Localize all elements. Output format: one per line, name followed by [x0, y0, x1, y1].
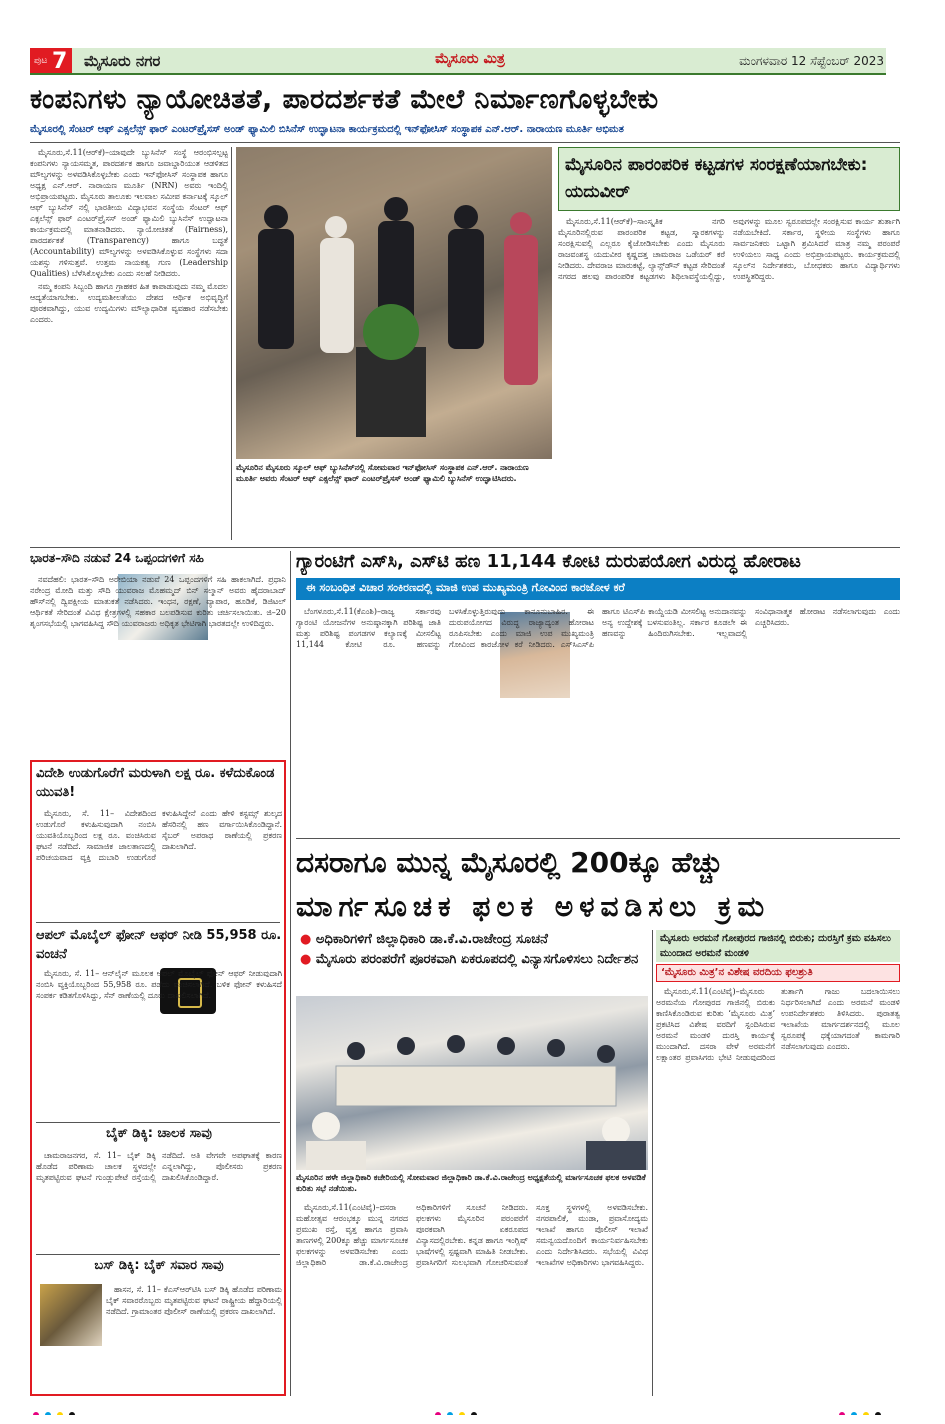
footer-color-dots-center: [432, 1403, 512, 1415]
dasara-body: [296, 1202, 648, 1396]
color-dot: [459, 1412, 465, 1415]
bus-paragraph: ಹಾಸನ, ಸೆ. 11– ಕೆಎಸ್‌ಆರ್‌ಟಿಸಿ ಬಸ್ ಡಿಕ್ಕಿ ಹೊಡೆದ ಪರಿಣಾಮ ಬೈಕ್ ಸವಾರರೊಬ್ಬರು ಮೃತಪಟ್ಟಿರುವ ಘಟನೆ ರಾಷ್ಟ್ರೀಯ ಹೆದ್ದಾರಿಯಲ್ಲಿ ನಡೆದಿದೆ. ಗ್ರಾಮಾಂತರ ಪೊಲೀಸ್ ಠಾಣೆಯಲ್ಲಿ ಪ್ರಕರಣ ದಾಖಲಾಗಿದೆ.: [106, 1285, 282, 1316]
footer-color-dots-right: [836, 1403, 916, 1415]
palace-headline-box: [656, 930, 900, 962]
palace-headline: ಮೈಸೂರು ಅರಮನೆ ಗೋಪುರದ ಗಾಜಿನಲ್ಲಿ ಬಿರುಕು; ದುರಸ್ತಿಗೆ ಕ್ರಮ ವಹಿಸಲು ಮುಂದಾದ ಅರಮನೆ ಮಂಡಳಿ: [660, 933, 891, 959]
saudi-paragraph: ನವದೆಹಲಿ: ಭಾರತ–ಸೌದಿ ಅರೇಬಿಯಾ ನಡುವೆ 24 ಒಪ್ಪಂದಗಳಿಗೆ ಸಹಿ ಹಾಕಲಾಗಿದೆ. ಪ್ರಧಾನಿ ನರೇಂದ್ರ ಮೋದಿ ಮತ್ತು ಸೌದಿ ಯುವರಾಜ ಮೊಹಮ್ಮದ್ ಬಿನ್ ಸಲ್ಮಾನ್ ಅವರು ಹೈದರಾಬಾದ್ ಹೌಸ್‌ನಲ್ಲಿ ದ್ವಿಪಕ್ಷೀಯ ಮಾತುಕತೆ ನಡೆಸಿದರು. ಇಂಧನ, ರಕ್ಷಣೆ, ವ್ಯಾಪಾರ, ಹೂಡಿಕೆ, ಡಿಜಿಟಲ್ ಆರ್ಥಿಕತೆ ಸೇರಿದಂತೆ ವಿವಿಧ ಕ್ಷೇತ್ರಗಳಲ್ಲಿ ಸಹಕಾರ ಬಲಪಡಿಸುವ ಕುರಿತು ಚರ್ಚಿಸಲಾಯಿತು. ಜಿ–20 ಶೃಂಗಸಭೆಯಲ್ಲಿ ಭಾಗವಹಿಸಿದ್ದ ಸೌದಿ ಯುವರಾಜರು ಅಧಿಕೃತ ಭೇಟಿಗಾಗಿ ಭಾರತದಲ್ಲೇ ಉಳಿದಿದ್ದರು.: [30, 575, 286, 628]
dasara-bullet-1-row: [300, 930, 652, 950]
dasara-bullets: [300, 930, 652, 992]
dasara-headline-1: ದಸರಾಗೂ ಮುನ್ನ ಮೈಸೂರಲ್ಲಿ 200ಕ್ಕೂ ಹೆಚ್ಚು: [296, 846, 723, 879]
yaduveer-paragraph: ಮೈಸೂರು,ಸೆ.11(ಆರ್‌ಕೆ)–ಸಾಂಸ್ಕೃತಿಕ ನಗರಿ ಮೈಸೂರಿನಲ್ಲಿರುವ ಪಾರಂಪರಿಕ ಕಟ್ಟಡ, ಸ್ಮಾರಕಗಳನ್ನು ಸಂರಕ್ಷಿಸುವಲ್ಲಿ ಎಲ್ಲರೂ ಕೈಜೋಡಿಸಬೇಕು ಎಂದು ಮೈಸೂರು ರಾಜವಂಶಸ್ಥ ಯದುವೀರ ಕೃಷ್ಣದತ್ತ ಚಾಮರಾಜ ಒಡೆಯರ್ ಕರೆ ನೀಡಿದರು. ದೇವರಾಜ ಮಾರುಕಟ್ಟೆ, ಲ್ಯಾನ್ಸ್‌ಡೌನ್ ಕಟ್ಟಡ ಸೇರಿದಂತೆ ನಗರದ ಹಲವು ಪಾರಂಪರಿಕ ಕಟ್ಟಡಗಳು ಶಿಥಿಲಾವಸ್ಥೆಯಲ್ಲಿದ್ದು, ಅವುಗಳನ್ನು ಮೂಲ ಸ್ವರೂಪದಲ್ಲೇ ಸಂರಕ್ಷಿಸುವ ಕಾರ್ಯ ತುರ್ತಾಗಿ ನಡೆಯಬೇಕಿದೆ. ಸರ್ಕಾರ, ಸ್ಥಳೀಯ ಸಂಸ್ಥೆಗಳು ಹಾಗೂ ಸಾರ್ವಜನಿಕರು ಒಟ್ಟಾಗಿ ಶ್ರಮಿಸಿದರೆ ಮಾತ್ರ ನಮ್ಮ ಪರಂಪರೆ ಉಳಿಯಲು ಸಾಧ್ಯ ಎಂದು ಅಭಿಪ್ರಾಯಪಟ್ಟರು. ಕಾರ್ಯಕ್ರಮದಲ್ಲಿ ಸ್ಕೂಲ್‌ನ ನಿರ್ದೇಶಕರು, ಬೋಧಕರು ಹಾಗೂ ವಿದ್ಯಾರ್ಥಿಗಳು ಉಪಸ್ಥಿತರಿದ್ದರು.: [558, 217, 900, 281]
color-dot: [863, 1412, 869, 1415]
lead-body-paragraph-2: ನಮ್ಮ ಕಂಪನಿ ಸಿಬ್ಬಂದಿ ಹಾಗೂ ಗ್ರಾಹಕರ ಹಿತ ಕಾಪಾಡುವುದು ನಮ್ಮ ಮೊದಲ ಆದ್ಯತೆಯಾಗಬೇಕು. ಉದ್ಯಮಶೀಲತೆಯು ದೇಶದ ಆರ್ಥಿಕ ಅಭಿವೃದ್ಧಿಗೆ ಪೂರಕವಾಗಿದ್ದು, ಯುವ ಉದ್ಯಮಿಗಳು ಮೌಲ್ಯಾಧಾರಿತ ವ್ಯವಹಾರ ನಡೆಸಬೇಕು ಎಂದರು.: [30, 282, 228, 324]
dasara-headline-2: ಮಾರ್ಗಸೂಚಕ ಫಲಕ ಅಳವಡಿಸಲು ಕ್ರಮ: [296, 890, 771, 923]
color-dot: [875, 1412, 881, 1415]
scst-subhead: ಈ ಸಂಬಂಧಿತ ವಿಚಾರ ಸಂಕಿರಣದಲ್ಲಿ ಮಾಜಿ ಉಪ ಮುಖ್ಯಮಂತ್ರಿ ಗೋವಿಂದ ಕಾರಜೋಳ ಕರೆ: [306, 581, 625, 594]
dasara-photo-caption: ಮೈಸೂರಿನ ಹಳೇ ಜಿಲ್ಲಾಧಿಕಾರಿ ಕಚೇರಿಯಲ್ಲಿ ಸೋಮವಾರ ಜಿಲ್ಲಾಧಿಕಾರಿ ಡಾ.ಕೆ.ವಿ.ರಾಜೇಂದ್ರ ಅಧ್ಯಕ್ಷತೆಯಲ್ಲಿ ಮಾರ್ಗಸೂಚಕ ಫಲಕ ಅಳವಡಿಕೆ ಕುರಿತು ಸಭೆ ನಡೆಯಿತು.: [296, 1173, 646, 1193]
color-dot: [851, 1412, 857, 1415]
apple-paragraph: ಮೈಸೂರು, ಸೆ. 11– ಆನ್‌ಲೈನ್ ಮೂಲಕ ಆಪಲ್ ಮೊಬೈಲ್ ಫೋನ್ ಆಫರ್ ನೀಡುವುದಾಗಿ ನಂಬಿಸಿ ವ್ಯಕ್ತಿಯೊಬ್ಬರಿಂದ 55,958 ರೂ. ಪಡೆದು ವಂಚಿಸಲಾಗಿದೆ. ಬಳಿಕ ಫೋನ್ ಕಳುಹಿಸದೆ ಸಂಪರ್ಕ ಕಡಿತಗೊಳಿಸಿದ್ದು, ಸೆನ್ ಠಾಣೆಯಲ್ಲಿ ದೂರು ದಾಖಲಿಸಲಾಗಿದೆ.: [36, 969, 282, 1000]
videshi-headline: ವಿದೇಶಿ ಉಡುಗೊರೆಗೆ ಮರುಳಾಗಿ ಲಕ್ಷ ರೂ. ಕಳೆದುಕೊಂಡ ಯುವತಿ!: [36, 766, 275, 800]
palace-tag: ‘ಮೈಸೂರು ಮಿತ್ರ’ನ ವಿಶೇಷ ವರದಿಯ ಫಲಶ್ರುತಿ: [661, 967, 813, 978]
lead-headline: ಕಂಪನಿಗಳು ನ್ಯಾಯೋಚಿತತೆ, ಪಾರದರ್ಶಕತೆ ಮೇಲೆ ನಿರ್ಮಾಣಗೊಳ್ಳಬೇಕು: [30, 84, 659, 115]
color-dot: [447, 1412, 453, 1415]
saudi-headline: ಭಾರತ–ಸೌದಿ ನಡುವೆ 24 ಒಪ್ಪಂದಗಳಿಗೆ ಸಹಿ: [30, 551, 204, 565]
bike-headline: ಬೈಕ್ ಡಿಕ್ಕಿ: ಚಾಲಕ ಸಾವು: [106, 1126, 212, 1141]
bullet-icon: ●: [300, 952, 312, 967]
scst-body: [296, 606, 900, 836]
palace-tag-box: [656, 964, 900, 982]
lead-body: [30, 147, 228, 545]
scst-headline: ಗ್ಯಾರಂಟಿಗೆ ಎಸ್‌ಸಿ, ಎಸ್‌ಟಿ ಹಣ 11,144 ಕೋಟಿ ದುರುಪಯೋಗ ವಿರುದ್ಧ ಹೋರಾಟ: [296, 551, 801, 572]
bus-accident-photo: [40, 1284, 102, 1346]
dasara-meeting-photo: [296, 996, 648, 1170]
footer-color-dots-left: [30, 1403, 110, 1415]
page-label: ಪುಟ: [34, 56, 48, 66]
page-header: [30, 48, 886, 75]
dasara-bullet-1: ಅಧಿಕಾರಿಗಳಿಗೆ ಜಿಲ್ಲಾಧಿಕಾರಿ ಡಾ.ಕೆ.ವಿ.ರಾಜೇಂದ್ರ ಸೂಚನೆ: [315, 932, 548, 947]
lead-photo-caption: ಮೈಸೂರಿನ ಮೈಸೂರು ಸ್ಕೂಲ್ ಆಫ್ ಬ್ಯುಸಿನೆಸ್‌ನಲ್ಲಿ ಸೋಮವಾರ ಇನ್‌ಫೋಸಿಸ್ ಸಂಸ್ಥಾಪಕ ಎನ್.ಆರ್. ನಾರಾಯಣ ಮೂರ್ತಿ ಅವರು ಸೆಂಟರ್ ಆಫ್ ಎಕ್ಸಲೆನ್ಸ್ ಫಾರ್ ಎಂಟರ್‌ಪ್ರೈಸಸ್ ಅಂಡ್ ಫ್ಯಾಮಿಲಿ ಬ್ಯುಸಿನೆಸ್ ಉದ್ಘಾಟಿಸಿದರು.: [236, 463, 529, 483]
lead-photo-illustration: [236, 147, 552, 459]
bullet-icon: ●: [300, 932, 312, 947]
color-dot: [69, 1412, 75, 1415]
lead-subhead: ಮೈಸೂರಲ್ಲಿ ಸೆಂಟರ್ ಆಫ್ ಎಕ್ಸಲೆನ್ಸ್ ಫಾರ್ ಎಂಟರ್‌ಪ್ರೈಸಸ್ ಅಂಡ್ ಫ್ಯಾಮಿಲಿ ಬಿಸಿನೆಸ್ ಉದ್ಘಾಟನಾ ಕಾರ್ಯಕ್ರಮದಲ್ಲಿ ಇನ್‌ಫೋಸಿಸ್ ಸಂಸ್ಥಾಪಕ ಎನ್.ಆರ್. ನಾರಾಯಣ ಮೂರ್ತಿ ಅಭಿಮತ: [30, 124, 624, 135]
dasara-paragraph: ಮೈಸೂರು,ಸೆ.11(ಎಂಟಿವೈ)–ದಸರಾ ಮಹೋತ್ಸವ ಆರಂಭಕ್ಕೂ ಮುನ್ನ ನಗರದ ಪ್ರಮುಖ ರಸ್ತೆ, ವೃತ್ತ ಹಾಗೂ ಪ್ರವಾಸಿ ತಾಣಗಳಲ್ಲಿ 200ಕ್ಕೂ ಹೆಚ್ಚು ಮಾರ್ಗಸೂಚಕ ಫಲಕಗಳನ್ನು ಅಳವಡಿಸಬೇಕು ಎಂದು ಜಿಲ್ಲಾಧಿಕಾರಿ ಡಾ.ಕೆ.ವಿ.ರಾಜೇಂದ್ರ ಅಧಿಕಾರಿಗಳಿಗೆ ಸೂಚನೆ ನೀಡಿದರು. ಫಲಕಗಳು ಮೈಸೂರಿನ ಪರಂಪರೆಗೆ ಪೂರಕವಾಗಿ ಏಕರೂಪದ ವಿನ್ಯಾಸದಲ್ಲಿರಬೇಕು. ಕನ್ನಡ ಹಾಗೂ ಇಂಗ್ಲಿಷ್ ಭಾಷೆಗಳಲ್ಲಿ ಸ್ಪಷ್ಟವಾಗಿ ಮಾಹಿತಿ ನೀಡಬೇಕು. ಪ್ರವಾಸಿಗರಿಗೆ ಸುಲಭವಾಗಿ ಗೋಚರಿಸುವಂತೆ ಸೂಕ್ತ ಸ್ಥಳಗಳಲ್ಲಿ ಅಳವಡಿಸಬೇಕು. ನಗರಪಾಲಿಕೆ, ಮುಡಾ, ಪ್ರವಾಸೋದ್ಯಮ ಇಲಾಖೆ ಹಾಗೂ ಪೊಲೀಸ್ ಇಲಾಖೆ ಸಮನ್ವಯದೊಂದಿಗೆ ಕಾರ್ಯನಿರ್ವಹಿಸಬೇಕು ಎಂದು ನಿರ್ದೇಶಿಸಿದರು. ಸಭೆಯಲ್ಲಿ ವಿವಿಧ ಇಲಾಖೆಗಳ ಅಧಿಕಾರಿಗಳು ಭಾಗವಹಿಸಿದ್ದರು.: [296, 1203, 648, 1267]
masthead: ಮೈಸೂರು ಮಿತ್ರ: [435, 51, 505, 67]
color-dot: [57, 1412, 63, 1415]
meeting-illustration: [296, 996, 648, 1170]
color-dot: [839, 1412, 845, 1415]
yaduveer-body: [558, 216, 900, 540]
videshi-paragraph: ಮೈಸೂರು, ಸೆ. 11– ವಿದೇಶದಿಂದ ಉಡುಗೊರೆ ಕಳುಹಿಸುವುದಾಗಿ ನಂಬಿಸಿ ಯುವತಿಯೊಬ್ಬರಿಂದ ಲಕ್ಷ ರೂ. ವಂಚಿಸಿರುವ ಘಟನೆ ನಡೆದಿದೆ. ಸಾಮಾಜಿಕ ಜಾಲತಾಣದಲ್ಲಿ ಪರಿಚಯವಾದ ವ್ಯಕ್ತಿ ದುಬಾರಿ ಉಡುಗೊರೆ ಕಳುಹಿಸಿದ್ದೇನೆ ಎಂದು ಹೇಳಿ ಕಸ್ಟಮ್ಸ್ ಶುಲ್ಕದ ಹೆಸರಿನಲ್ಲಿ ಹಣ ವರ್ಗಾಯಿಸಿಕೊಂಡಿದ್ದಾನೆ. ಸೈಬರ್ ಅಪರಾಧ ಠಾಣೆಯಲ್ಲಿ ಪ್ರಕರಣ ದಾಖಲಾಗಿದೆ.: [36, 809, 282, 862]
bus-headline: ಬಸ್ ಡಿಕ್ಕಿ: ಬೈಕ್ ಸವಾರ ಸಾವು: [94, 1258, 224, 1273]
yaduveer-headline-box: [558, 147, 900, 211]
page-number: 7: [52, 49, 68, 74]
apple-headline: ಆಪಲ್ ಮೊಬೈಲ್ ಫೋನ್ ಆಫರ್ ನೀಡಿ 55,958 ರೂ. ವಂಚನೆ: [36, 928, 282, 962]
bike-body: [36, 1150, 282, 1250]
scst-paragraph: ಬೆಂಗಳೂರು,ಸೆ.11(ಕೆಎಂಶಿ)–ರಾಜ್ಯ ಸರ್ಕಾರವು ಗ್ಯಾರಂಟಿ ಯೋಜನೆಗಳ ಅನುಷ್ಠಾನಕ್ಕಾಗಿ ಪರಿಶಿಷ್ಟ ಜಾತಿ ಮತ್ತು ಪರಿಶಿಷ್ಟ ಪಂಗಡಗಳ ಕಲ್ಯಾಣಕ್ಕೆ ಮೀಸಲಿಟ್ಟ 11,144 ಕೋಟಿ ರೂ. ಹಣವನ್ನು ಬಳಸಿಕೊಳ್ಳುತ್ತಿರುವುದು ಕಾನೂನುಬಾಹಿರ. ಈ ದುರುಪಯೋಗದ ವಿರುದ್ಧ ರಾಜ್ಯಾದ್ಯಂತ ಹೋರಾಟ ರೂಪಿಸಬೇಕು ಎಂದು ಮಾಜಿ ಉಪ ಮುಖ್ಯಮಂತ್ರಿ ಗೋವಿಂದ ಕಾರಜೋಳ ಕರೆ ನೀಡಿದರು. ಎಸ್‌ಸಿಎಸ್‌ಪಿ ಹಾಗೂ ಟಿಎಸ್‌ಪಿ ಕಾಯ್ದೆಯಡಿ ಮೀಸಲಿಟ್ಟ ಅನುದಾನವನ್ನು ಅನ್ಯ ಉದ್ದೇಶಕ್ಕೆ ಬಳಸುವಂತಿಲ್ಲ. ಸರ್ಕಾರ ಕೂಡಲೇ ಈ ಹಣವನ್ನು ಹಿಂದಿರುಗಿಸಬೇಕು. ಇಲ್ಲವಾದಲ್ಲಿ ಸಂವಿಧಾನಾತ್ಮಕ ಹೋರಾಟ ನಡೆಸಲಾಗುವುದು ಎಂದು ಎಚ್ಚರಿಸಿದರು.: [296, 607, 900, 649]
yaduveer-headline: ಮೈಸೂರಿನ ಪಾರಂಪರಿಕ ಕಟ್ಟಡಗಳ ಸಂರಕ್ಷಣೆಯಾಗಬೇಕು: ಯದುವೀರ್: [565, 155, 868, 202]
scst-subhead-box: [296, 578, 900, 600]
color-dot: [33, 1412, 39, 1415]
lead-photo: [236, 147, 552, 459]
color-dot: [471, 1412, 477, 1415]
dasara-bullet-2-row: [300, 950, 652, 970]
color-dot: [45, 1412, 51, 1415]
palace-body: [656, 986, 900, 1396]
bus-body: [106, 1284, 282, 1390]
page-number-box: [30, 48, 72, 75]
saudi-body: [30, 574, 286, 754]
apple-body: [36, 968, 282, 1118]
palace-paragraph: ಮೈಸೂರು,ಸೆ.11(ಎಂಟಿವೈ)–ಮೈಸೂರು ಅರಮನೆಯ ಗೋಪುರದ ಗಾಜಿನಲ್ಲಿ ಬಿರುಕು ಕಾಣಿಸಿಕೊಂಡಿರುವ ಕುರಿತು ‘ಮೈಸೂರು ಮಿತ್ರ’ ಪ್ರಕಟಿಸಿದ ವಿಶೇಷ ವರದಿಗೆ ಸ್ಪಂದಿಸಿರುವ ಅರಮನೆ ಮಂಡಳಿ ದುರಸ್ತಿ ಕಾರ್ಯಕ್ಕೆ ಮುಂದಾಗಿದೆ. ದಸರಾ ವೇಳೆ ಅರಮನೆಗೆ ಲಕ್ಷಾಂತರ ಪ್ರವಾಸಿಗರು ಭೇಟಿ ನೀಡುವುದರಿಂದ ತುರ್ತಾಗಿ ಗಾಜು ಬದಲಾಯಿಸಲು ನಿರ್ಧರಿಸಲಾಗಿದೆ ಎಂದು ಅರಮನೆ ಮಂಡಳಿ ಉಪನಿರ್ದೇಶಕರು ತಿಳಿಸಿದರು. ಪುರಾತತ್ವ ಇಲಾಖೆಯ ಮಾರ್ಗದರ್ಶನದಲ್ಲಿ ಮೂಲ ಸ್ವರೂಪಕ್ಕೆ ಧಕ್ಕೆಯಾಗದಂತೆ ಕಾಮಗಾರಿ ನಡೆಸಲಾಗುವುದು ಎಂದರು.: [656, 987, 900, 1062]
section-title: ಮೈಸೂರು ನಗರ: [84, 52, 161, 70]
videshi-body: [36, 808, 282, 918]
bike-paragraph: ಚಾಮರಾಜನಗರ, ಸೆ. 11– ಬೈಕ್ ಡಿಕ್ಕಿ ಹೊಡೆದ ಪರಿಣಾಮ ಚಾಲಕ ಸ್ಥಳದಲ್ಲೇ ಮೃತಪಟ್ಟಿರುವ ಘಟನೆ ಗುಂಡ್ಲುಪೇಟೆ ರಸ್ತೆಯಲ್ಲಿ ನಡೆದಿದೆ. ಅತಿ ವೇಗವೇ ಅಪಘಾತಕ್ಕೆ ಕಾರಣ ಎನ್ನಲಾಗಿದ್ದು, ಪೊಲೀಸರು ಪ್ರಕರಣ ದಾಖಲಿಸಿಕೊಂಡಿದ್ದಾರೆ.: [36, 1151, 282, 1182]
issue-date: ಮಂಗಳವಾರ 12 ಸೆಪ್ಟೆಂಬರ್ 2023: [739, 54, 884, 68]
dasara-bullet-2: ಮೈಸೂರು ಪರಂಪರೆಗೆ ಪೂರಕವಾಗಿ ಏಕರೂಪದಲ್ಲಿ ವಿನ್ಯಾಸಗೊಳಿಸಲು ನಿರ್ದೇಶನ: [315, 952, 639, 967]
lead-body-paragraph: ಮೈಸೂರು,ಸೆ.11(ಆರ್‌ಕೆ)–ಯಾವುದೇ ಬ್ಯುಸಿನೆಸ್ ಸಂಸ್ಥೆ ಆರಂಭಿಸಲ್ಪಟ್ಟ ಕಂಪನಿಗಳು ನ್ಯಾಯಸಮ್ಮತ, ಪಾರದರ್ಶಕ ಹಾಗೂ ಜವಾಬ್ದಾರಿಯುತ ಆಡಳಿತದ ಮೌಲ್ಯಗಳನ್ನು ಅಳವಡಿಸಿಕೊಳ್ಳಬೇಕು ಎಂದು ಇನ್‌ಫೋಸಿಸ್ ಸಂಸ್ಥಾಪಕ ಹಾಗೂ ಅಧ್ಯಕ್ಷ ಎನ್.ಆರ್. ನಾರಾಯಣ ಮೂರ್ತಿ (NRN) ಅವರು ಇಂದಿಲ್ಲಿ ಅಭಿಪ್ರಾಯಪಟ್ಟರು. ಮೈಸೂರು ತಾಲೂಕು ಇಲವಾಲ ಸಮೀಪ ಕರ್ನಾಟಕ್ಕೆ ಸ್ಕೂಲ್ ಆಫ್ ಬ್ಯುಸಿನೆಸ್ ನಲ್ಲಿ ಭಾರತೀಯ ವಿದ್ಯಾಭವನ ಸಂಸ್ಥೆಯ ಸೆಂಟರ್ ಆಫ್ ಎಕ್ಸಲೆನ್ಸ್ ಫಾರ್ ಎಂಟರ್‌ಪ್ರೈಸಸ್ ಅಂಡ್ ಫ್ಯಾಮಿಲಿ ಬ್ಯುಸಿನೆಸ್ ಉದ್ಘಾಟನಾ ಕಾರ್ಯಕ್ರಮದಲ್ಲಿ ಮಾತನಾಡಿದರು. ನ್ಯಾಯೋಚಿತತೆ (Fairness), ಪಾರದರ್ಶಕತೆ (Transparency) ಹಾಗೂ ಬದ್ಧತೆ (Accountability) ಮೌಲ್ಯಗಳನ್ನು ಅಳವಡಿಸಿಕೊಳ್ಳುವ ಸಂಸ್ಥೆಗಳು ಸದಾ ಯಶಸ್ಸು ಗಳಿಸುತ್ತವೆ. ಉತ್ತಮ ನಾಯಕತ್ವ ಗುಣ (Leadership Qualities) ಬೆಳೆಸಿಕೊಳ್ಳಬೇಕು ಎಂದು ಸಲಹೆ ನೀಡಿದರು.: [30, 148, 228, 278]
color-dot: [435, 1412, 441, 1415]
